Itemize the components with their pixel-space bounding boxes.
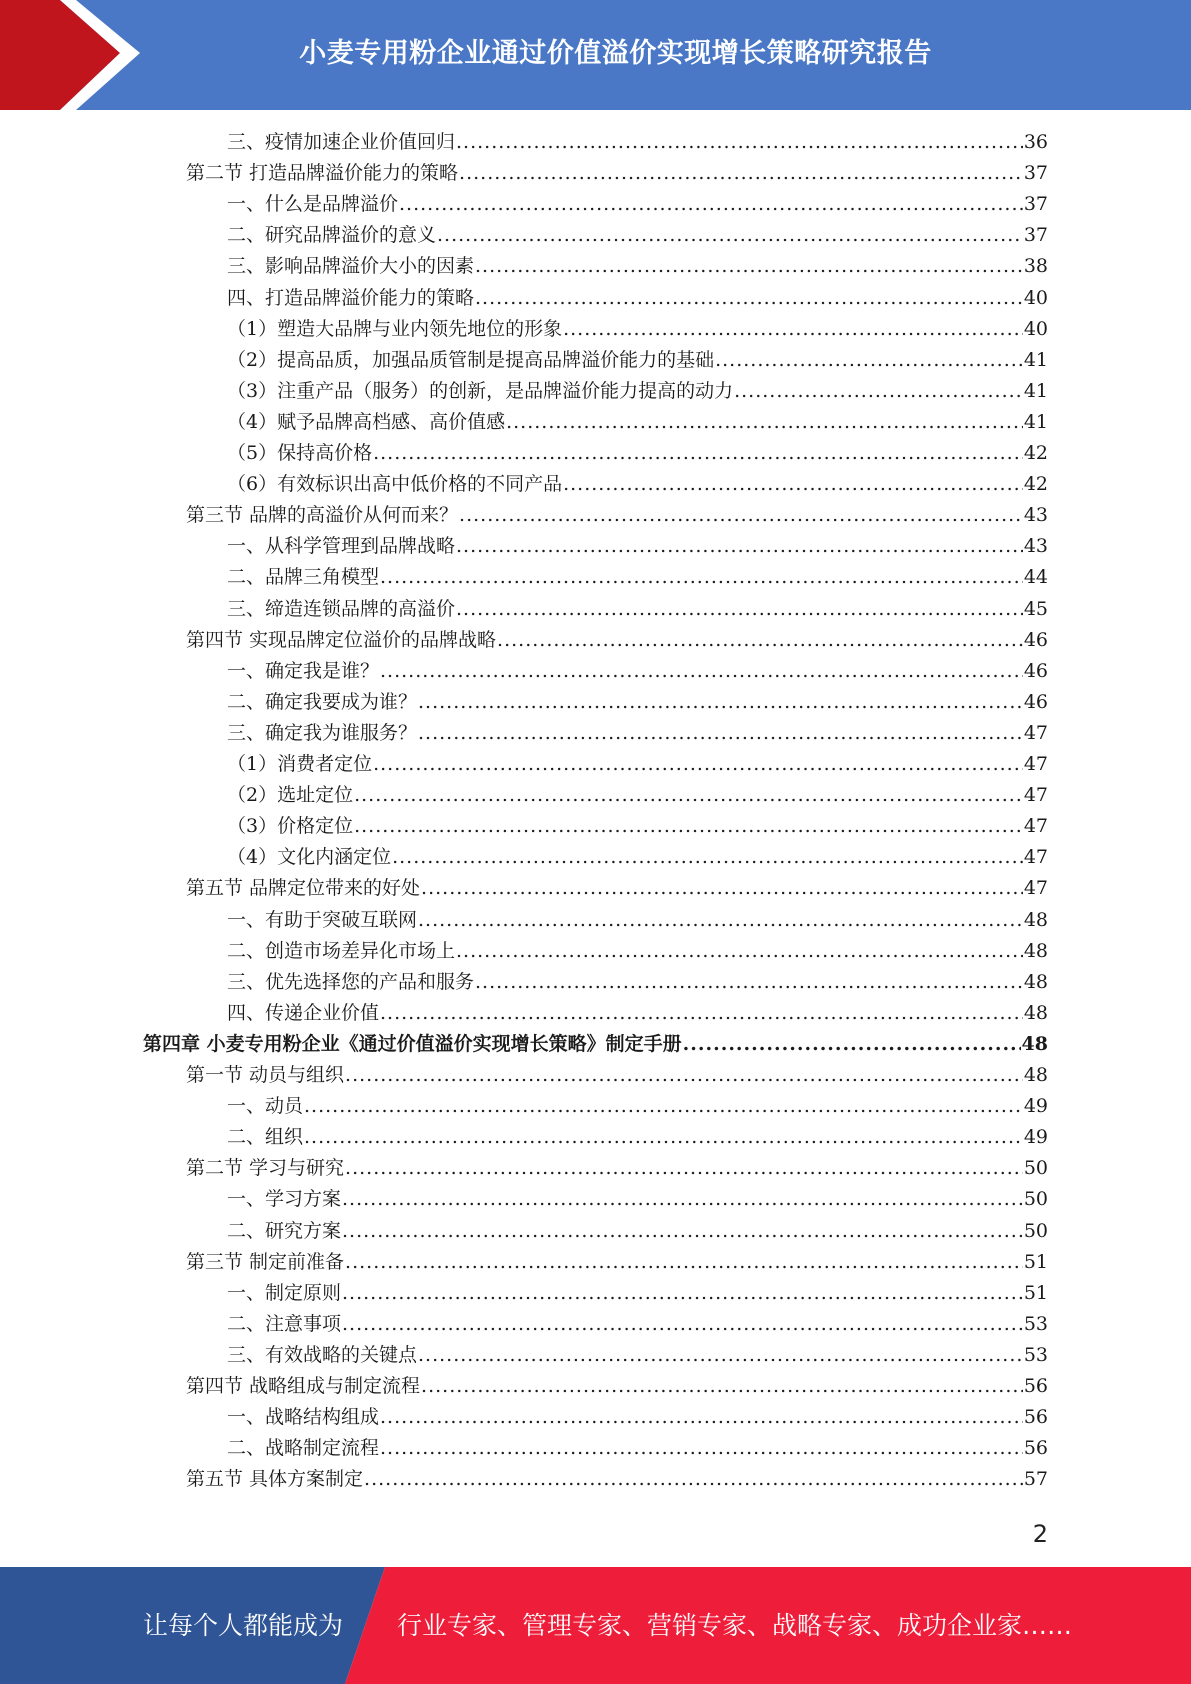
footer-banner: [0, 1567, 1191, 1684]
toc-subsection-entry[interactable]: [227, 531, 1048, 562]
toc-dot-leader: [345, 1247, 1023, 1278]
toc-subsection-entry[interactable]: [227, 687, 1048, 718]
toc-dot-leader: [304, 1122, 1023, 1153]
toc-subsection-entry[interactable]: [227, 1402, 1048, 1433]
footer-slogan-right: 行业专家、管理专家、营销专家、战略专家、成功企业家……: [397, 1611, 1073, 1640]
toc-entry-label: （3）价格定位: [227, 815, 354, 838]
toc-subsection-entry[interactable]: [227, 189, 1048, 220]
toc-dot-leader: [475, 283, 1023, 314]
toc-dot-leader: [497, 625, 1023, 656]
toc-dot-leader: [506, 407, 1023, 438]
toc-entry-label: 一、从科学管理到品牌战略: [227, 535, 456, 558]
toc-entry-page: 56: [1023, 1375, 1048, 1397]
toc-entry-label: 三、有效战略的关键点: [227, 1343, 418, 1366]
toc-entry-page: 37: [1023, 193, 1048, 216]
toc-entry-label: 四、打造品牌溢价能力的策略: [227, 286, 475, 309]
toc-dot-leader: [380, 562, 1023, 593]
toc-section-entry[interactable]: [186, 158, 1048, 189]
toc-entry-page: 47: [1023, 877, 1048, 900]
toc-subsection-entry[interactable]: [227, 345, 1048, 376]
toc-dot-leader: [421, 1371, 1023, 1402]
toc-entry-label: 三、影响品牌溢价大小的因素: [227, 255, 475, 278]
toc-entry-label: 第四章 小麦专用粉企业《通过价值溢价实现增长策略》制定手册: [143, 1032, 682, 1055]
toc-entry-label: 二、战略制定流程: [227, 1437, 380, 1460]
toc-entry-page: 50: [1023, 1219, 1048, 1242]
toc-chapter-entry[interactable]: [143, 1029, 1048, 1060]
toc-dot-leader: [418, 687, 1023, 718]
toc-entry-page: 51: [1023, 1250, 1048, 1273]
toc-subsection-entry[interactable]: [227, 220, 1048, 251]
toc-entry-label: 三、缔造连锁品牌的高溢价: [227, 597, 456, 620]
toc-entry-page: 47: [1023, 784, 1048, 807]
toc-entry-page: 40: [1023, 286, 1048, 309]
toc-entry-label: （5）保持高价格: [227, 442, 373, 464]
toc-subsection-entry[interactable]: [227, 1433, 1048, 1464]
toc-entry-label: 第三节 品牌的高溢价从何而来？: [186, 504, 459, 527]
toc-entry-page: 50: [1023, 1157, 1048, 1180]
toc-entry-page: 44: [1023, 566, 1048, 589]
toc-dot-leader: [563, 469, 1023, 500]
toc-entry-label: 三、疫情加速企业价值回归: [227, 131, 456, 153]
toc-dot-leader: [418, 1340, 1023, 1371]
toc-dot-leader: [399, 189, 1023, 220]
toc-subsection-entry[interactable]: [227, 376, 1048, 407]
toc-subsection-entry[interactable]: [227, 656, 1048, 687]
toc-section-entry[interactable]: [186, 1247, 1048, 1278]
toc-dot-leader: [459, 158, 1023, 189]
toc-section-entry[interactable]: [186, 1464, 1048, 1495]
toc-entry-page: 48: [1021, 1032, 1048, 1055]
toc-subsection-entry[interactable]: [227, 998, 1048, 1029]
toc-entry-page: 47: [1023, 846, 1048, 869]
toc-entry-label: 二、注意事项: [227, 1312, 342, 1335]
document-title: 小麦专用粉企业通过价值溢价实现增长策略研究报告: [299, 37, 932, 69]
toc-subsection-entry[interactable]: [227, 283, 1048, 314]
toc-entry-label: （1）消费者定位: [227, 753, 373, 775]
toc-subsection-entry[interactable]: [227, 1309, 1048, 1340]
toc-entry-label: （1）塑造大品牌与业内领先地位的形象: [227, 317, 563, 340]
toc-dot-leader: [345, 1153, 1023, 1184]
toc-entry-label: （2）选址定位: [227, 784, 354, 807]
toc-entry-label: 第五节 品牌定位带来的好处: [186, 877, 421, 900]
toc-dot-leader: [456, 127, 1023, 158]
toc-section-entry[interactable]: [186, 1371, 1048, 1402]
toc-entry-page: 49: [1023, 1095, 1048, 1118]
toc-entry-page: 50: [1023, 1188, 1048, 1211]
toc-dot-leader: [459, 500, 1023, 531]
toc-subsection-entry[interactable]: [227, 967, 1048, 998]
toc-dot-leader: [683, 1029, 1021, 1060]
toc-dot-leader: [475, 967, 1023, 998]
footer-slogan-left: 让每个人都能成为: [143, 1611, 344, 1640]
toc-entry-page: 47: [1023, 721, 1048, 744]
toc-entry-label: 第二节 学习与研究: [186, 1157, 345, 1180]
toc-entry-label: 第二节 打造品牌溢价能力的策略: [186, 162, 459, 185]
toc-section-entry[interactable]: [186, 1060, 1048, 1091]
toc-entry-label: 二、品牌三角模型: [227, 566, 380, 589]
toc-entry-page: 53: [1023, 1312, 1048, 1335]
toc-entry-label: 第四节 战略组成与制定流程: [186, 1375, 421, 1397]
toc-section-entry[interactable]: [186, 500, 1048, 531]
toc-dot-leader: [342, 1184, 1023, 1215]
toc-subsection-entry[interactable]: [227, 251, 1048, 282]
toc-entry-label: 一、什么是品牌溢价: [227, 193, 399, 216]
toc-entry-page: 36: [1023, 131, 1048, 153]
toc-entry-label: 第四节 实现品牌定位溢价的品牌战略: [186, 628, 497, 651]
toc-dot-leader: [421, 873, 1023, 904]
toc-entry-page: 40: [1023, 317, 1048, 340]
toc-subsection-entry[interactable]: [227, 936, 1048, 967]
toc-entry-page: 37: [1023, 162, 1048, 185]
toc-subsection-entry[interactable]: [227, 1216, 1048, 1247]
toc-entry-label: 二、研究品牌溢价的意义: [227, 224, 437, 247]
toc-subsection-entry[interactable]: [227, 749, 1048, 780]
toc-entry-page: 42: [1023, 442, 1048, 464]
toc-dot-leader: [563, 314, 1023, 345]
toc-entry-page: 56: [1023, 1437, 1048, 1460]
toc-dot-leader: [380, 998, 1023, 1029]
toc-entry-page: 46: [1023, 659, 1048, 682]
toc-subsection-entry[interactable]: [227, 811, 1048, 842]
toc-dot-leader: [364, 1464, 1023, 1495]
toc-dot-leader: [380, 1433, 1023, 1464]
toc-entry-label: 一、有助于突破互联网: [227, 908, 418, 931]
toc-dot-leader: [354, 811, 1023, 842]
toc-dot-leader: [437, 220, 1023, 251]
toc-dot-leader: [418, 905, 1023, 936]
toc-entry-label: 四、传递企业价值: [227, 1001, 380, 1024]
toc-entry-label: 二、研究方案: [227, 1219, 342, 1242]
toc-subsection-entry[interactable]: [227, 780, 1048, 811]
toc-subsection-entry[interactable]: [227, 127, 1048, 158]
toc-entry-page: 53: [1023, 1343, 1048, 1366]
toc-dot-leader: [380, 1402, 1023, 1433]
toc-entry-label: 二、确定我要成为谁？: [227, 690, 418, 713]
toc-entry-label: 第一节 动员与组织: [186, 1064, 345, 1086]
toc-dot-leader: [345, 1060, 1023, 1091]
toc-entry-label: 二、创造市场差异化市场上: [227, 939, 456, 962]
toc-dot-leader: [456, 936, 1023, 967]
toc-entry-page: 48: [1023, 939, 1048, 962]
toc-entry-label: （3）注重产品（服务）的创新，是品牌溢价能力提高的动力: [227, 379, 734, 402]
toc-dot-leader: [418, 718, 1023, 749]
toc-entry-page: 48: [1023, 1064, 1048, 1086]
toc-entry-label: 一、学习方案: [227, 1188, 342, 1211]
toc-dot-leader: [354, 780, 1023, 811]
toc-entry-label: 一、战略结构组成: [227, 1406, 380, 1429]
toc-dot-leader: [456, 531, 1023, 562]
toc-entry-page: 46: [1023, 690, 1048, 713]
page-number: 2: [1032, 1520, 1048, 1548]
toc-entry-page: 41: [1023, 348, 1048, 371]
toc-dot-leader: [456, 594, 1023, 625]
toc-dot-leader: [373, 438, 1023, 469]
toc-entry-page: 48: [1023, 908, 1048, 931]
toc-subsection-entry[interactable]: [227, 469, 1048, 500]
toc-entry-page: 43: [1023, 504, 1048, 527]
toc-entry-label: 三、确定我为谁服务？: [227, 721, 418, 744]
toc-entry-label: 第五节 具体方案制定: [186, 1468, 364, 1491]
toc-entry-page: 56: [1023, 1406, 1048, 1429]
toc-subsection-entry[interactable]: [227, 718, 1048, 749]
toc-subsection-entry[interactable]: [227, 314, 1048, 345]
toc-dot-leader: [392, 842, 1023, 873]
toc-entry-label: （6）有效标识出高中低价格的不同产品: [227, 473, 563, 496]
toc-entry-page: 48: [1023, 970, 1048, 993]
toc-subsection-entry[interactable]: [227, 562, 1048, 593]
toc-section-entry[interactable]: [186, 1153, 1048, 1184]
toc-entry-label: 第三节 制定前准备: [186, 1250, 345, 1273]
toc-subsection-entry[interactable]: [227, 594, 1048, 625]
toc-entry-page: 43: [1023, 535, 1048, 558]
toc-dot-leader: [342, 1278, 1023, 1309]
toc-entry-label: （4）赋予品牌高档感、高价值感: [227, 410, 506, 433]
toc-subsection-entry[interactable]: [227, 842, 1048, 873]
toc-entry-label: 三、优先选择您的产品和服务: [227, 970, 475, 993]
toc-entry-page: 47: [1023, 753, 1048, 775]
toc-entry-label: 一、确定我是谁？: [227, 659, 380, 682]
toc-subsection-entry[interactable]: [227, 1091, 1048, 1122]
toc-dot-leader: [342, 1216, 1023, 1247]
toc-dot-leader: [342, 1309, 1023, 1340]
toc-dot-leader: [304, 1091, 1023, 1122]
toc-subsection-entry[interactable]: [227, 438, 1048, 469]
toc-subsection-entry[interactable]: [227, 1184, 1048, 1215]
toc-dot-leader: [734, 376, 1023, 407]
toc-dot-leader: [380, 656, 1023, 687]
toc-entry-page: 42: [1023, 473, 1048, 496]
toc-entry-page: 57: [1023, 1468, 1048, 1491]
toc-entry-page: 38: [1023, 255, 1048, 278]
toc-entry-page: 41: [1023, 379, 1048, 402]
toc-dot-leader: [373, 749, 1023, 780]
toc-subsection-entry[interactable]: [227, 1122, 1048, 1153]
toc-subsection-entry[interactable]: [227, 1278, 1048, 1309]
toc-entry-page: 41: [1023, 410, 1048, 433]
toc-entry-label: 一、制定原则: [227, 1281, 342, 1304]
toc-entry-label: 一、动员: [227, 1095, 304, 1118]
toc-entry-page: 48: [1023, 1001, 1048, 1024]
toc-entry-page: 46: [1023, 628, 1048, 651]
toc-entry-label: 二、组织: [227, 1126, 304, 1149]
toc-entry-label: （2）提高品质，加强品质管制是提高品牌溢价能力的基础: [227, 348, 715, 371]
toc-entry-page: 47: [1023, 815, 1048, 838]
toc-subsection-entry[interactable]: [227, 407, 1048, 438]
toc-subsection-entry[interactable]: [227, 905, 1048, 936]
toc-dot-leader: [715, 345, 1023, 376]
toc-entry-page: 45: [1023, 597, 1048, 620]
toc-entry-page: 37: [1023, 224, 1048, 247]
toc-subsection-entry[interactable]: [227, 1340, 1048, 1371]
toc-entry-label: （4）文化内涵定位: [227, 846, 392, 869]
toc-section-entry[interactable]: [186, 873, 1048, 904]
toc-dot-leader: [475, 251, 1023, 282]
toc-entry-page: 49: [1023, 1126, 1048, 1149]
toc-section-entry[interactable]: [186, 625, 1048, 656]
toc-entry-page: 51: [1023, 1281, 1048, 1304]
header-banner: [0, 0, 1191, 110]
